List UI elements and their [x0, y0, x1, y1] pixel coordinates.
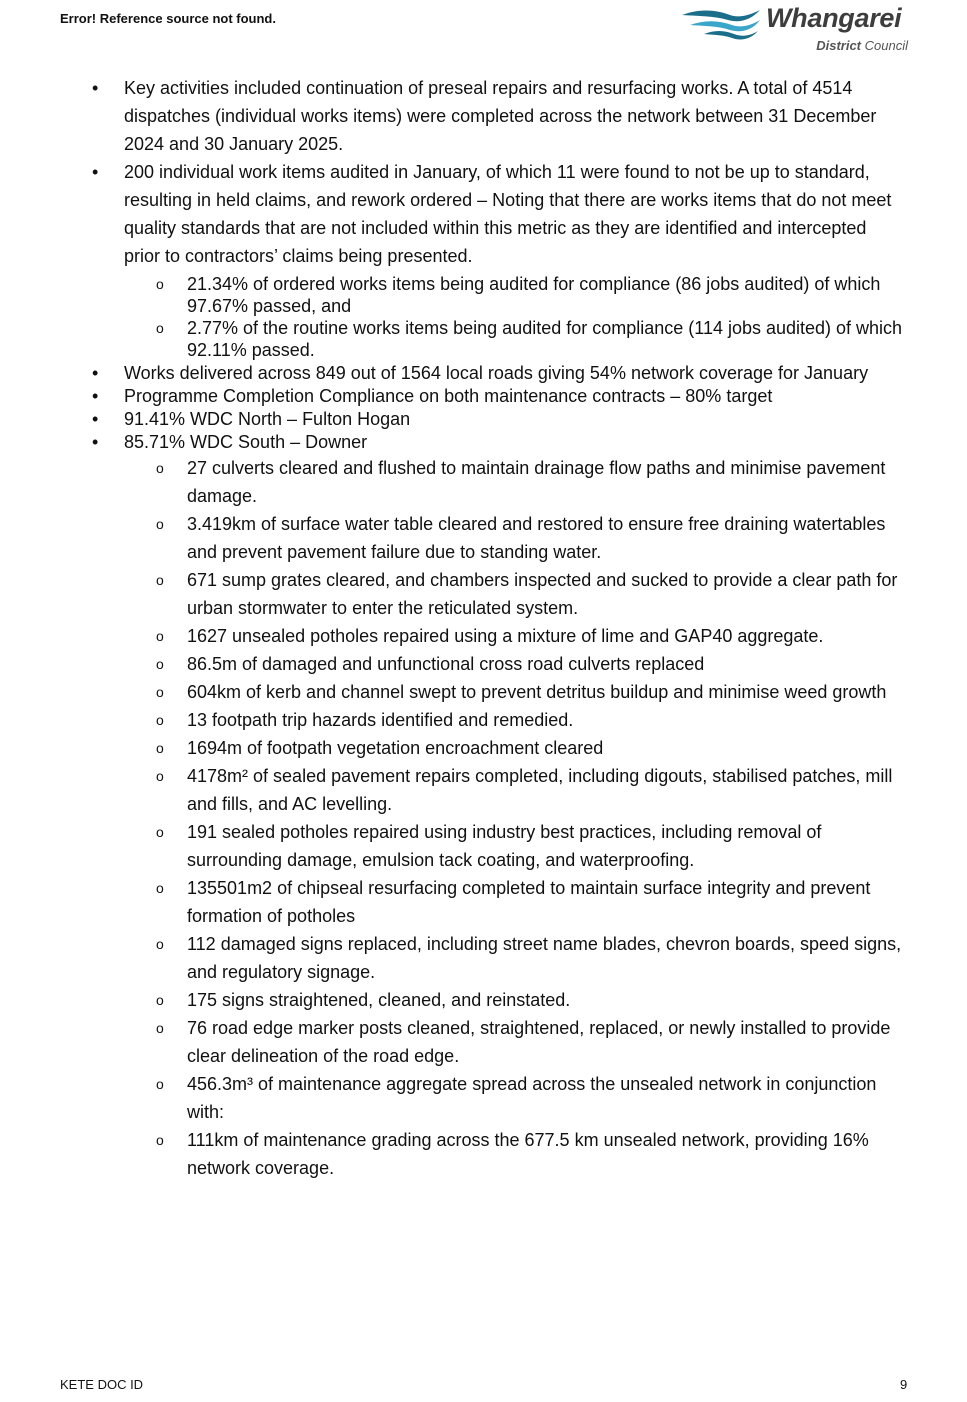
logo-name: Whangarei [766, 3, 902, 33]
logo-subtitle [816, 38, 908, 53]
bullet-icon: • [92, 363, 99, 383]
report-content [0, 74, 967, 1182]
works-sublist [0, 454, 967, 1182]
sub-list-item-text: 175 signs straightened, cleaned, and reinstated. [187, 990, 571, 1010]
circle-bullet-icon: o [156, 768, 164, 784]
sub-list-item [0, 273, 967, 317]
sub-list-item [0, 986, 967, 1014]
circle-bullet-icon: o [156, 1132, 164, 1148]
list-item-text: 85.71% WDC South – Downer [124, 432, 368, 452]
sub-list-item-text: 671 sump grates cleared, and chambers inspected and sucked to provide a clear path for urban stormwater to enter the reticulated system. [187, 570, 898, 618]
list-item-text: Works delivered across 849 out of 1564 local roads giving 54% network coverage for January [124, 363, 869, 383]
sub-list-item [0, 874, 967, 930]
circle-bullet-icon: o [156, 656, 164, 672]
doc-id-footer: KETE DOC ID [60, 1377, 144, 1392]
sub-list-item-text: 1627 unsealed potholes repaired using a mixture of lime and GAP40 aggregate. [187, 626, 824, 646]
list-item [0, 431, 967, 454]
circle-bullet-icon: o [156, 628, 164, 644]
circle-bullet-icon: o [156, 740, 164, 756]
sub-list-item [0, 734, 967, 762]
page-number: 9 [900, 1377, 908, 1392]
list-item-text: 200 individual work items audited in January, of which 11 were found to not be up to standard, resulting in held claims, and rework ordered – Noting that there are works items that do not meet quality standards that are not included within this metric as they are identified and intercepted prior to contractors’ claims being presented. [124, 162, 892, 266]
sub-list-item [0, 1014, 967, 1070]
sub-list-item-text: 86.5m of damaged and unfunctional cross road culverts replaced [187, 654, 705, 674]
sub-list-item [0, 650, 967, 678]
sub-list-item [0, 706, 967, 734]
sub-list-item [0, 317, 967, 361]
sub-list-item [0, 622, 967, 650]
sub-list-item [0, 454, 967, 510]
sub-list-item-text: 456.3m³ of maintenance aggregate spread across the unsealed network in conjunction with: [187, 1074, 877, 1122]
list-item [0, 74, 967, 158]
sub-list-item [0, 930, 967, 986]
sub-list-item-text: 112 damaged signs replaced, including street name blades, chevron boards, speed signs, and regulatory signage. [187, 934, 902, 982]
circle-bullet-icon: o [156, 276, 164, 292]
sub-list-item [0, 678, 967, 706]
activity-list [0, 74, 967, 270]
bullet-icon: • [92, 386, 99, 406]
circle-bullet-icon: o [156, 572, 164, 588]
sub-list-item-text: 135501m2 of chipseal resurfacing completed to maintain surface integrity and prevent formation of potholes [187, 878, 871, 926]
sub-list-item-text: 191 sealed potholes repaired using industry best practices, including removal of surrounding damage, emulsion tack coating, and waterproofing. [187, 822, 822, 870]
list-item [0, 158, 967, 270]
list-item-text: 91.41% WDC North – Fulton Hogan [124, 409, 411, 429]
sub-list-item-text: 111km of maintenance grading across the 677.5 km unsealed network, providing 16% network coverage. [187, 1130, 869, 1178]
sub-list-item [0, 818, 967, 874]
circle-bullet-icon: o [156, 1076, 164, 1092]
sub-list-item-text: 76 road edge marker posts cleaned, straightened, replaced, or newly installed to provide clear delineation of the road edge. [187, 1018, 891, 1066]
circle-bullet-icon: o [156, 516, 164, 532]
list-item-text: Programme Completion Compliance on both maintenance contracts – 80% target [124, 386, 773, 406]
sub-list-item-text: 27 culverts cleared and flushed to maintain drainage flow paths and minimise pavement damage. [187, 458, 886, 506]
circle-bullet-icon: o [156, 992, 164, 1008]
sub-list-item [0, 566, 967, 622]
audit-sublist [0, 273, 967, 361]
sub-list-item-text: 21.34% of ordered works items being audited for compliance (86 jobs audited) of which 97.67% passed, and [187, 274, 881, 316]
list-item [0, 408, 967, 431]
bullet-icon: • [92, 78, 99, 98]
reference-error-text: Error! Reference source not found. [60, 11, 276, 26]
bullet-icon: • [92, 162, 99, 182]
sub-list-item-text: 2.77% of the routine works items being audited for compliance (114 jobs audited) of which 92.11% passed. [187, 318, 903, 360]
list-item-text: Key activities included continuation of preseal repairs and resurfacing works. A total of 4514 dispatches (individual works items) were completed across the network between 31 December 2024 and 30 January 2025. [124, 78, 877, 154]
circle-bullet-icon: o [156, 824, 164, 840]
sub-list-item-text: 13 footpath trip hazards identified and remedied. [187, 710, 574, 730]
sub-list-item-text: 4178m² of sealed pavement repairs completed, including digouts, stabilised patches, mill and fills, and AC levelling. [187, 766, 893, 814]
circle-bullet-icon: o [156, 320, 164, 336]
sub-list-item [0, 1070, 967, 1126]
sub-list-item [0, 1126, 967, 1182]
sub-list-item [0, 762, 967, 818]
logo-subtitle-rest: Council [864, 38, 908, 53]
sub-list-item-text: 1694m of footpath vegetation encroachment cleared [187, 738, 604, 758]
circle-bullet-icon: o [156, 684, 164, 700]
list-item [0, 362, 967, 385]
wave-logo-icon [680, 7, 764, 41]
bullet-icon: • [92, 432, 99, 452]
sub-list-item-text: 604km of kerb and channel swept to prevent detritus buildup and minimise weed growth [187, 682, 887, 702]
circle-bullet-icon: o [156, 880, 164, 896]
circle-bullet-icon: o [156, 936, 164, 952]
sub-list-item [0, 510, 967, 566]
logo-subtitle-bold: District [816, 38, 862, 53]
circle-bullet-icon: o [156, 460, 164, 476]
council-logo [680, 4, 930, 58]
circle-bullet-icon: o [156, 1020, 164, 1036]
circle-bullet-icon: o [156, 712, 164, 728]
summary-list [0, 362, 967, 454]
bullet-icon: • [92, 409, 99, 429]
list-item [0, 385, 967, 408]
sub-list-item-text: 3.419km of surface water table cleared and restored to ensure free draining watertables and prevent pavement failure due to standing water. [187, 514, 886, 562]
